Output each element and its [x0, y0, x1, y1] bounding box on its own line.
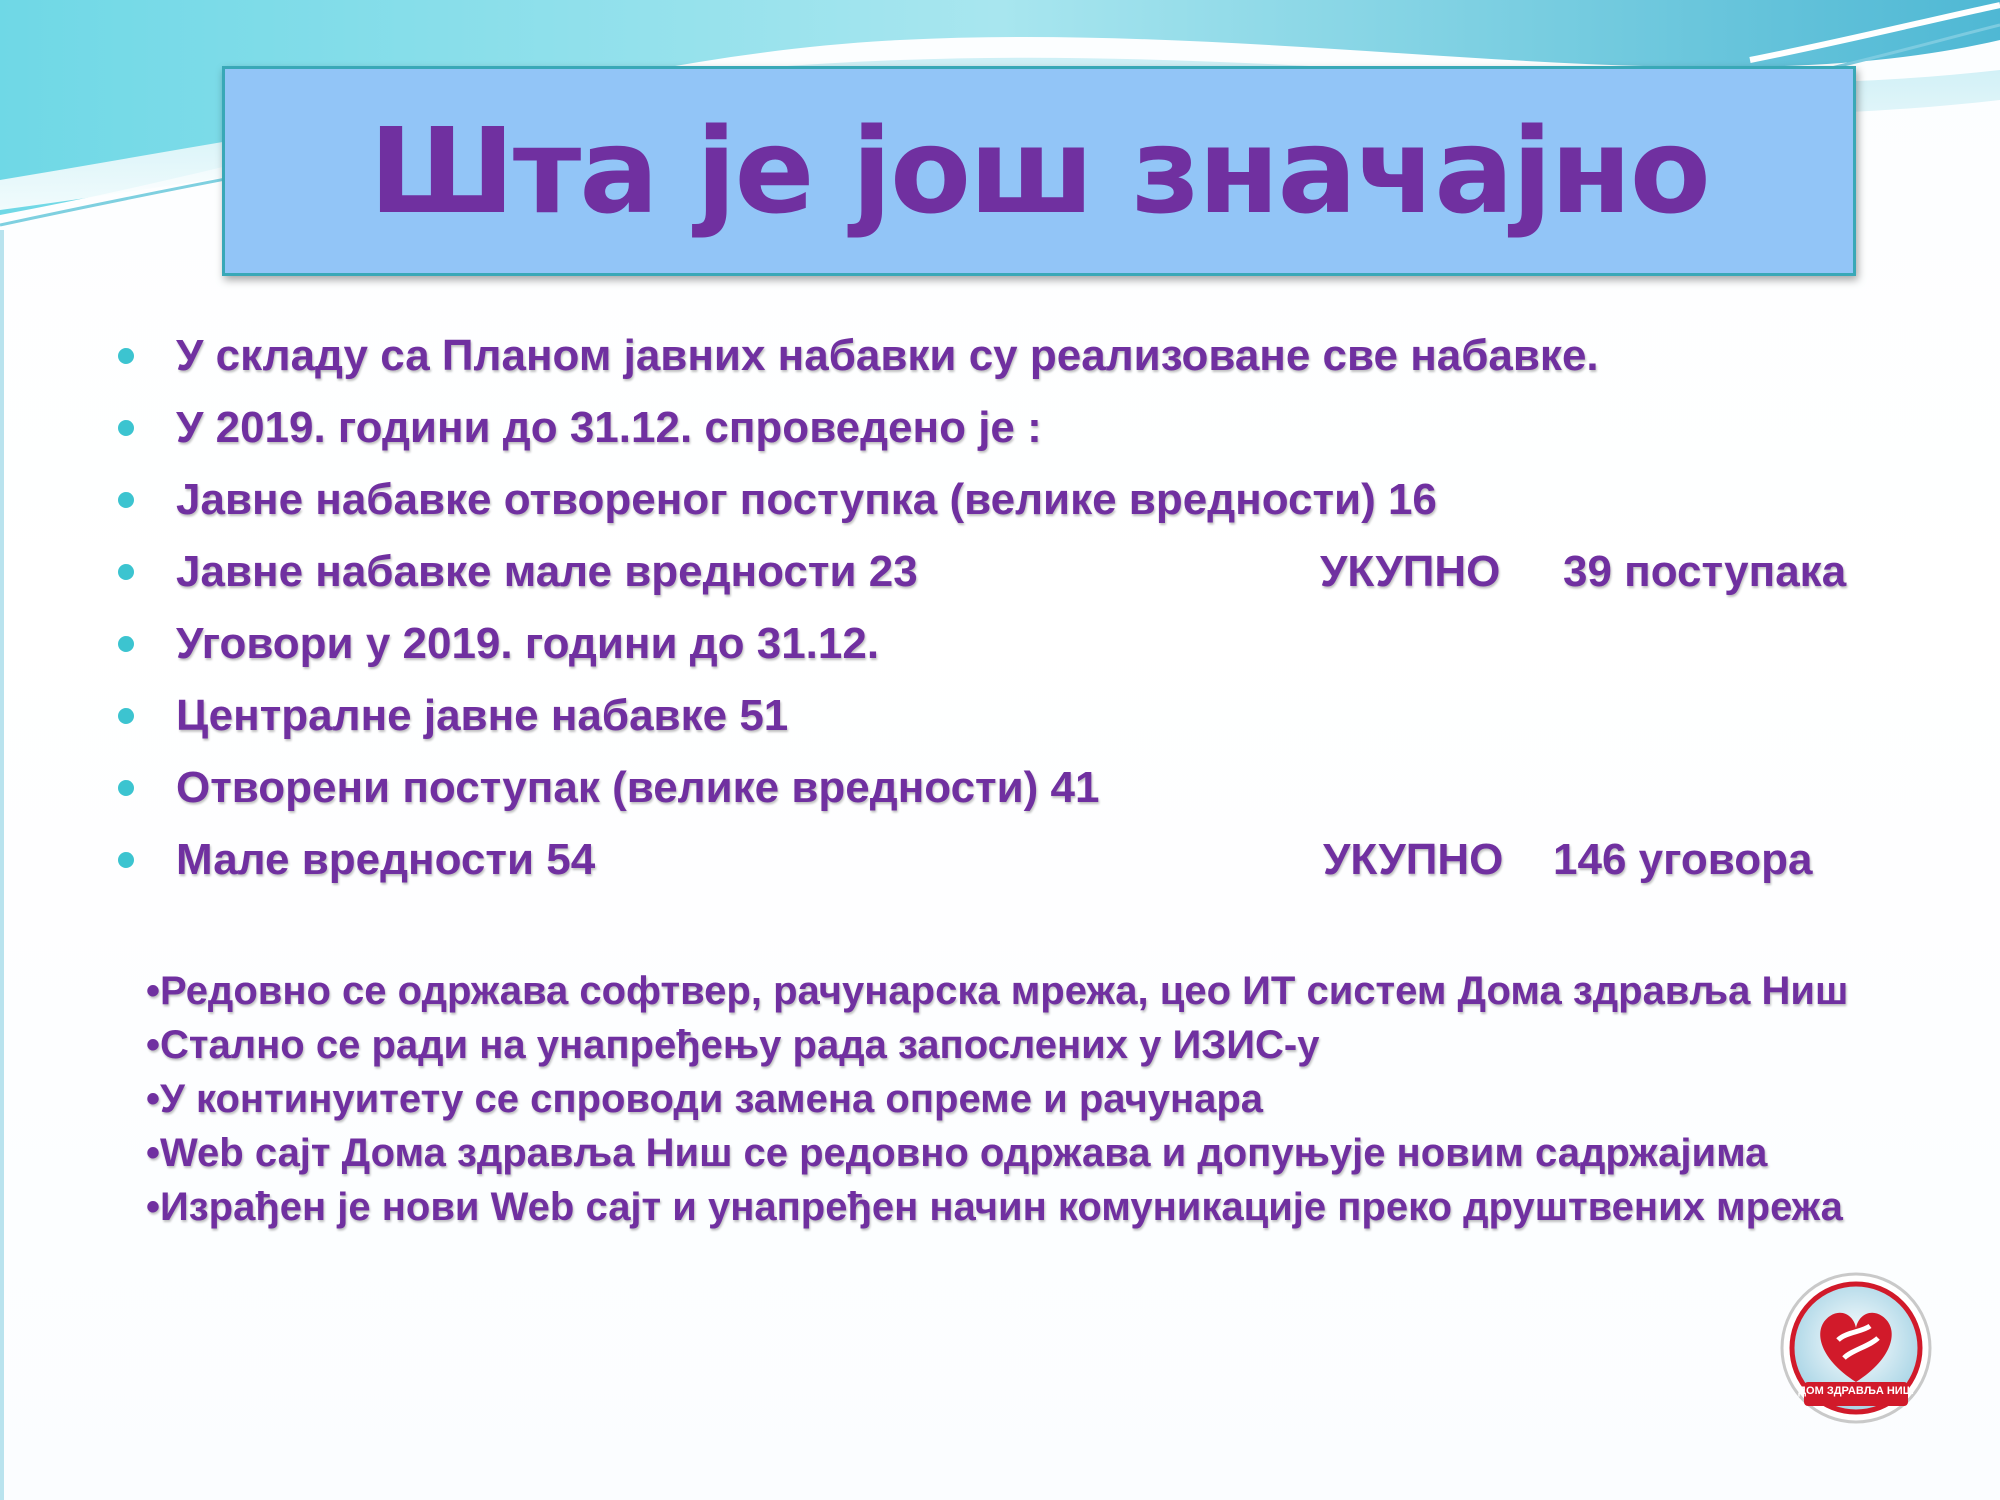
list-item — [118, 392, 1978, 464]
bullet-text: Централне јавне набавке 51 — [176, 691, 789, 740]
bullet-list — [118, 320, 1978, 896]
bullet-dot-icon — [118, 420, 134, 436]
list-item — [118, 824, 1978, 896]
list-item — [118, 752, 1978, 824]
total-value: 146 уговора — [1553, 835, 1813, 884]
logo-text: ДОМ ЗДРАВЉА НИШ — [1798, 1385, 1914, 1397]
bullet-text: У 2019. години до 31.12. спроведено је : — [176, 403, 1042, 452]
note-line: •Web сајт Дома здравља Ниш се редовно одржава и допуњује новим садржајима — [146, 1131, 1768, 1175]
bullet-text: Отворени поступак (велике вредности) 41 — [176, 763, 1100, 812]
total-value: 39 поступака — [1563, 547, 1847, 596]
health-center-logo — [1778, 1270, 1934, 1426]
bullet-dot-icon — [118, 708, 134, 724]
bullet-text: Уговори у 2019. години до 31.12. — [176, 619, 880, 668]
note-line: •У континуитету се спроводи замена опреме и рачунара — [146, 1077, 1264, 1121]
bullet-dot-icon — [118, 348, 134, 364]
bullet-text: У складу са Планом јавних набавки су реализоване све набавке. — [176, 331, 1599, 380]
bullet-dot-icon — [118, 492, 134, 508]
list-item — [118, 320, 1978, 392]
notes-block — [146, 964, 1946, 1234]
total-group — [1320, 547, 1846, 597]
bullet-text: Мале вредности 54 — [176, 835, 596, 884]
page-title: Шта је још значајно — [369, 102, 1709, 240]
total-group — [1323, 835, 1812, 885]
list-item — [118, 680, 1978, 752]
bullet-dot-icon — [118, 852, 134, 868]
note-line: •Стално се ради на унапређењу рада запослених у ИЗИС-у — [146, 1023, 1320, 1067]
total-label: УКУПНО — [1323, 835, 1504, 884]
title-box — [222, 66, 1856, 276]
list-item — [118, 464, 1978, 536]
note-line: •Израђен је нови Web сајт и унапређен начин комуникације преко друштвених мрежа — [146, 1185, 1843, 1229]
bullet-dot-icon — [118, 780, 134, 796]
bullet-text: Јавне набавке отвореног поступка (велике вредности) 16 — [176, 475, 1437, 524]
bullet-dot-icon — [118, 636, 134, 652]
bullet-text: Јавне набавке мале вредности 23 — [176, 547, 918, 596]
list-item — [118, 536, 1978, 608]
list-item — [118, 608, 1978, 680]
left-frame-line — [0, 230, 4, 1500]
note-line: •Редовно се одржава софтвер, рачунарска мрежа, цео ИТ систем Дома здравља Ниш — [146, 969, 1849, 1013]
total-label: УКУПНО — [1320, 547, 1501, 596]
bullet-dot-icon — [118, 564, 134, 580]
